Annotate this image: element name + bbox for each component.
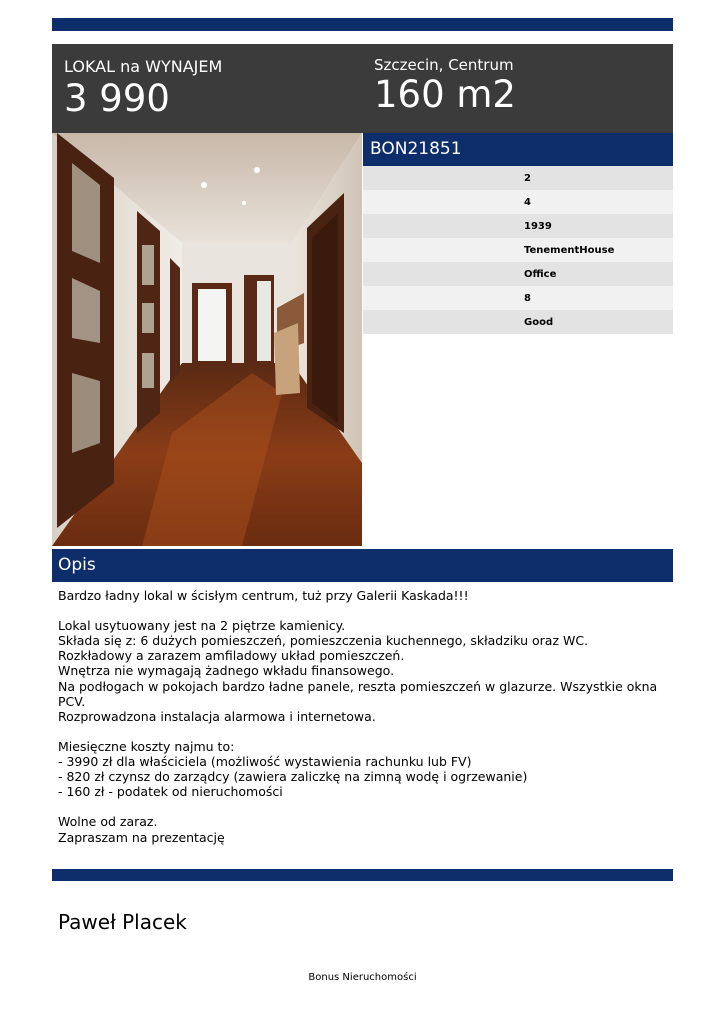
description-line: - 160 zł - podatek od nieruchomości: [58, 784, 283, 800]
description-text: [58, 588, 663, 845]
attribute-value: 8: [524, 293, 531, 304]
listing-id: BON21851: [370, 139, 462, 159]
attribute-row: [363, 166, 673, 190]
description-line: Bardzo ładny lokal w ścisłym centrum, tuż przy Galerii Kaskada!!!: [58, 588, 469, 603]
description-line: Rozkładowy a zarazem amfiladowy układ pomieszczeń.: [58, 648, 405, 664]
listing-type: LOKAL na WYNAJEM: [64, 57, 223, 76]
description-line: - 3990 zł dla właściciela (możliwość wystawienia rachunku lub FV): [58, 754, 472, 770]
attribute-row: [363, 286, 673, 310]
attribute-row: [363, 238, 673, 262]
description-line: Wolne od zaraz.: [58, 814, 158, 830]
description-line: Rozprowadzona instalacja alarmowa i internetowa.: [58, 708, 376, 724]
top-accent-bar: [52, 18, 673, 31]
attribute-row: [363, 262, 673, 286]
attribute-value: Office: [524, 269, 557, 280]
attribute-row: [363, 190, 673, 214]
company-name: Bonus Nieruchomości: [308, 972, 417, 983]
property-photo: [52, 133, 362, 546]
description-heading: Opis: [58, 555, 96, 575]
description-line: - 820 zł czynsz do zarządcy (zawiera zaliczkę na zimną wodę i ogrzewanie): [58, 769, 528, 785]
listing-id-bar: [363, 133, 673, 166]
description-line: Na podłogach w pokojach bardzo ładne panele, reszta pomieszczeń w glazurze. Wszystkie okna PCV.: [58, 678, 658, 709]
footer-accent-bar: [52, 869, 673, 881]
attribute-row: [363, 214, 673, 238]
attribute-value: 4: [524, 197, 531, 208]
description-line: Lokal usytuowany jest na 2 piętrze kamienicy.: [58, 618, 346, 634]
description-line: Miesięczne koszty najmu to:: [58, 738, 235, 754]
attribute-value: TenementHouse: [524, 245, 615, 256]
description-heading-bar: [52, 549, 673, 582]
listing-price: 3 990: [64, 77, 170, 120]
attribute-value: 2: [524, 173, 531, 184]
description-line: Zapraszam na prezentację: [58, 829, 225, 845]
attribute-value: Good: [524, 317, 554, 328]
listing-area: 160 m2: [374, 73, 516, 116]
listing-location: Szczecin, Centrum: [374, 56, 514, 74]
description-line: Wnętrza nie wymagają żadnego wkładu finansowego.: [58, 663, 395, 679]
agent-name: Paweł Placek: [58, 910, 187, 934]
attribute-row: [363, 310, 673, 334]
description-line: Składa się z: 6 dużych pomieszczeń, pomieszczenia kuchennego, składziku oraz WC.: [58, 633, 589, 649]
attribute-value: 1939: [524, 221, 552, 232]
attributes-table: [363, 166, 673, 334]
listing-header: [52, 44, 673, 133]
